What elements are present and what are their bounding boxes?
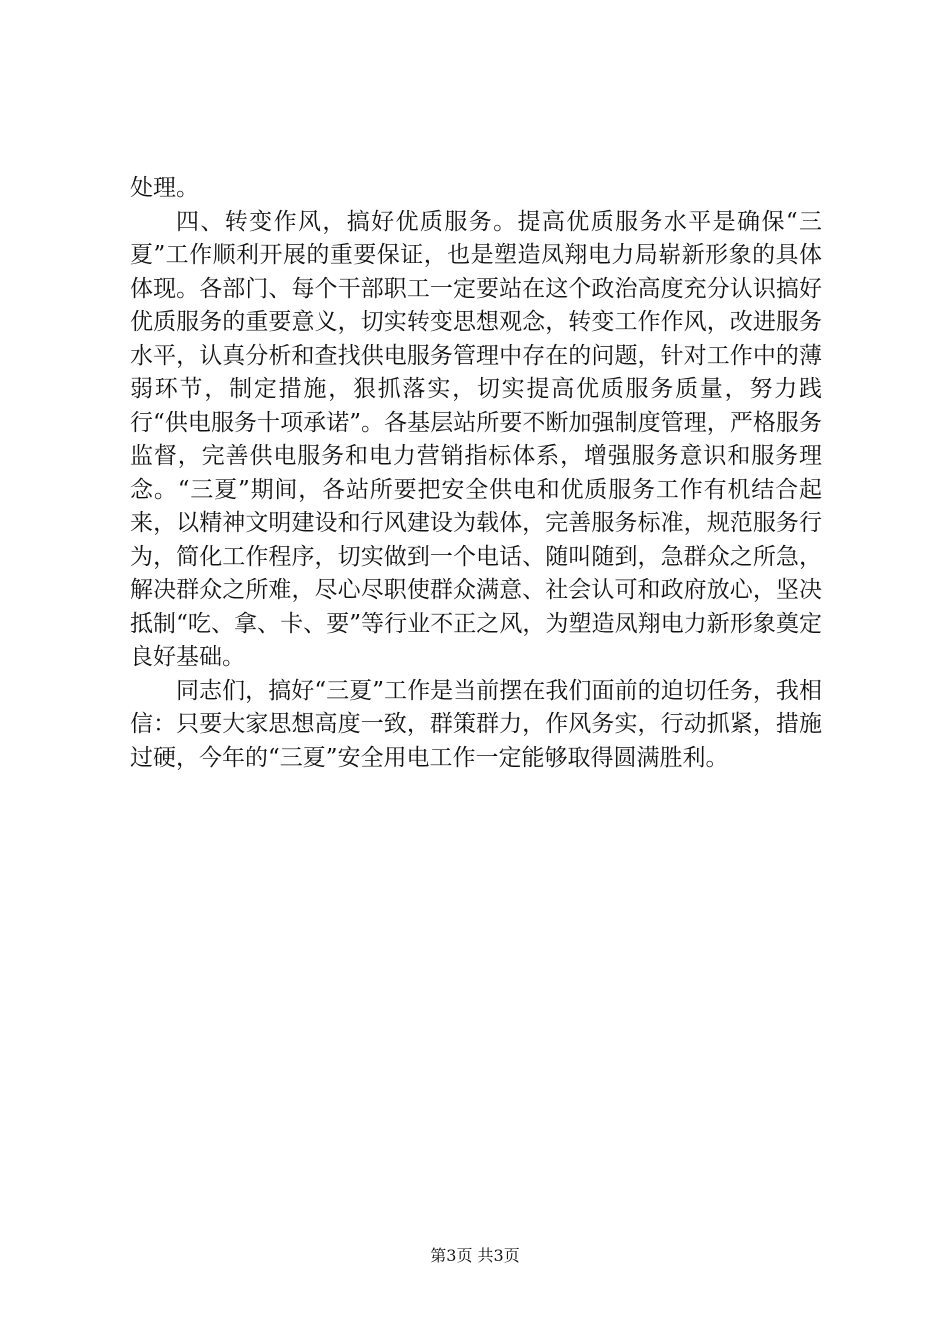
paragraph-continuation: 处理。 [130,175,199,201]
page-number-footer: 第3页 共3页 [430,1246,520,1265]
paragraph-section-four: 四、转变作风，搞好优质服务。提高优质服务水平是确保“三夏”工作顺利开展的重要保证，也是塑造凤翔电力局崭新形象的具体体现。各部门、每个干部职工一定要站在这个政治高度充分认识搞好优质服务的重要意义，切实转变思想观念，转变工作作风，改进服务水平，认真分析和查找供电服务管理中存在的问题，针对工作中的薄弱环节，制定措施，狠抓落实，切实提高优质服务质量，努力践行“供电服务十项承诺”。各基层站所要不断加强制度管理，严格服务监督，完善供电服务和电力营销指标体系，增强服务意识和服务理念。“三夏”期间，各站所要把安全供电和优质服务工作有机结合起来，以精神文明建设和行风建设为载体，完善服务标准，规范服务行为，简化工作程序，切实做到一个电话、随叫随到，急群众之所急，解决群众之所难，尽心尽职使群众满意、社会认可和政府放心，坚决抵制“吃、拿、卡、要”等行业不正之风，为塑造凤翔电力新形象奠定良好基础。 [130,208,822,670]
document-body [130,172,822,775]
paragraph-closing: 同志们，搞好“三夏”工作是当前摆在我们面前的迫切任务，我相信：只要大家思想高度一致，群策群力，作风务实，行动抓紧，措施过硬，今年的“三夏”安全用电工作一定能够取得圆满胜利。 [130,677,822,771]
